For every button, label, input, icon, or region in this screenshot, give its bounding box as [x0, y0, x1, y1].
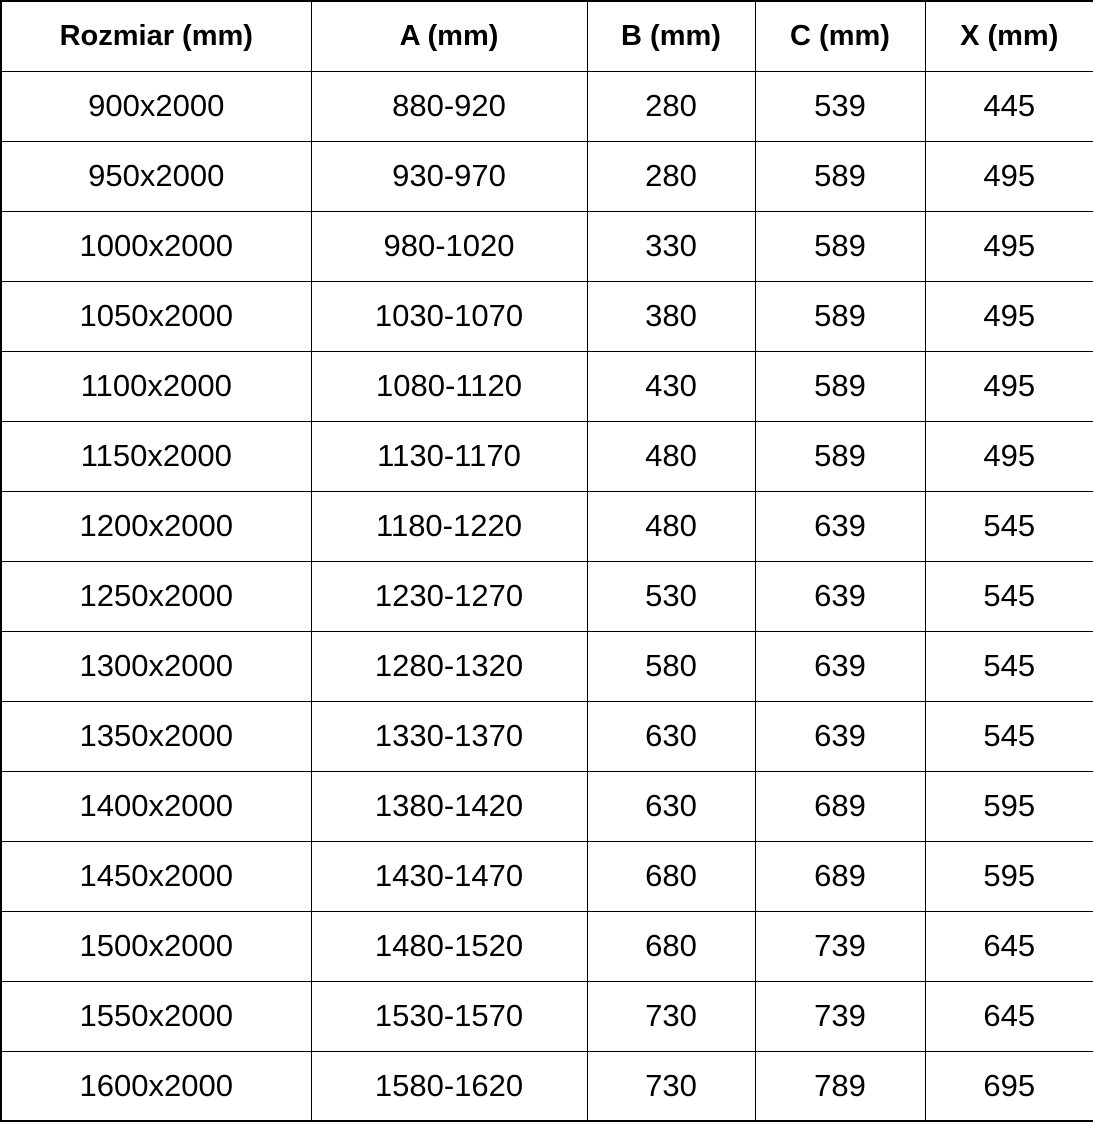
table-cell-x: 495: [925, 351, 1093, 421]
table-cell-a: 1380-1420: [311, 771, 587, 841]
table-cell-b: 680: [587, 911, 755, 981]
table-row: [1, 771, 1093, 841]
table-cell-b: 480: [587, 491, 755, 561]
table-cell-c: 639: [755, 631, 925, 701]
table-row: [1, 71, 1093, 141]
table-cell-c: 639: [755, 701, 925, 771]
table-cell-b: 630: [587, 701, 755, 771]
table-row: [1, 841, 1093, 911]
table-cell-rozmiar: 1150x2000: [1, 421, 311, 491]
table-cell-rozmiar: 1200x2000: [1, 491, 311, 561]
col-header-a: A (mm): [311, 1, 587, 71]
table-cell-a: 930-970: [311, 141, 587, 211]
table-cell-c: 589: [755, 421, 925, 491]
table-cell-b: 280: [587, 141, 755, 211]
size-table-body: [1, 71, 1093, 1121]
table-cell-rozmiar: 1050x2000: [1, 281, 311, 351]
table-cell-rozmiar: 1000x2000: [1, 211, 311, 281]
table-cell-c: 539: [755, 71, 925, 141]
table-cell-c: 589: [755, 351, 925, 421]
table-cell-rozmiar: 1600x2000: [1, 1051, 311, 1121]
table-cell-c: 589: [755, 141, 925, 211]
table-cell-a: 1230-1270: [311, 561, 587, 631]
table-cell-b: 430: [587, 351, 755, 421]
table-cell-b: 580: [587, 631, 755, 701]
table-cell-c: 639: [755, 491, 925, 561]
table-cell-rozmiar: 1100x2000: [1, 351, 311, 421]
table-cell-b: 330: [587, 211, 755, 281]
table-row: [1, 1051, 1093, 1121]
table-cell-x: 695: [925, 1051, 1093, 1121]
table-cell-x: 595: [925, 841, 1093, 911]
table-cell-b: 730: [587, 981, 755, 1051]
table-cell-a: 1330-1370: [311, 701, 587, 771]
col-header-x: X (mm): [925, 1, 1093, 71]
col-header-rozmiar: Rozmiar (mm): [1, 1, 311, 71]
table-row: [1, 631, 1093, 701]
table-cell-x: 545: [925, 631, 1093, 701]
header-row: [1, 1, 1093, 71]
table-row: [1, 981, 1093, 1051]
table-cell-rozmiar: 1450x2000: [1, 841, 311, 911]
table-cell-rozmiar: 1250x2000: [1, 561, 311, 631]
table-cell-a: 1430-1470: [311, 841, 587, 911]
table-cell-b: 680: [587, 841, 755, 911]
table-cell-c: 689: [755, 771, 925, 841]
table-row: [1, 911, 1093, 981]
table-row: [1, 141, 1093, 211]
table-cell-c: 689: [755, 841, 925, 911]
table-cell-x: 495: [925, 141, 1093, 211]
table-cell-c: 589: [755, 211, 925, 281]
table-row: [1, 421, 1093, 491]
table-cell-rozmiar: 900x2000: [1, 71, 311, 141]
table-cell-a: 880-920: [311, 71, 587, 141]
table-cell-x: 545: [925, 701, 1093, 771]
table-cell-x: 645: [925, 981, 1093, 1051]
table-row: [1, 701, 1093, 771]
table-cell-a: 1280-1320: [311, 631, 587, 701]
table-cell-b: 730: [587, 1051, 755, 1121]
table-cell-rozmiar: 1400x2000: [1, 771, 311, 841]
table-cell-b: 630: [587, 771, 755, 841]
table-row: [1, 351, 1093, 421]
table-cell-a: 980-1020: [311, 211, 587, 281]
table-cell-c: 789: [755, 1051, 925, 1121]
table-cell-a: 1530-1570: [311, 981, 587, 1051]
table-cell-a: 1080-1120: [311, 351, 587, 421]
table-cell-x: 445: [925, 71, 1093, 141]
table-cell-x: 645: [925, 911, 1093, 981]
table-cell-rozmiar: 1350x2000: [1, 701, 311, 771]
table-cell-x: 495: [925, 211, 1093, 281]
col-header-b: B (mm): [587, 1, 755, 71]
table-cell-a: 1180-1220: [311, 491, 587, 561]
table-cell-a: 1480-1520: [311, 911, 587, 981]
table-cell-a: 1130-1170: [311, 421, 587, 491]
table-cell-c: 739: [755, 981, 925, 1051]
table-cell-rozmiar: 1500x2000: [1, 911, 311, 981]
table-row: [1, 211, 1093, 281]
table-cell-c: 639: [755, 561, 925, 631]
table-cell-b: 280: [587, 71, 755, 141]
table-cell-rozmiar: 1300x2000: [1, 631, 311, 701]
table-cell-b: 530: [587, 561, 755, 631]
table-cell-rozmiar: 1550x2000: [1, 981, 311, 1051]
table-row: [1, 491, 1093, 561]
table-cell-a: 1030-1070: [311, 281, 587, 351]
table-row: [1, 281, 1093, 351]
table-cell-c: 589: [755, 281, 925, 351]
table-cell-b: 480: [587, 421, 755, 491]
table-cell-x: 545: [925, 561, 1093, 631]
table-cell-x: 545: [925, 491, 1093, 561]
table-row: [1, 561, 1093, 631]
table-cell-a: 1580-1620: [311, 1051, 587, 1121]
table-cell-rozmiar: 950x2000: [1, 141, 311, 211]
table-cell-x: 495: [925, 421, 1093, 491]
size-table-header: [1, 1, 1093, 71]
table-cell-b: 380: [587, 281, 755, 351]
table-cell-x: 495: [925, 281, 1093, 351]
col-header-c: C (mm): [755, 1, 925, 71]
table-cell-c: 739: [755, 911, 925, 981]
table-cell-x: 595: [925, 771, 1093, 841]
